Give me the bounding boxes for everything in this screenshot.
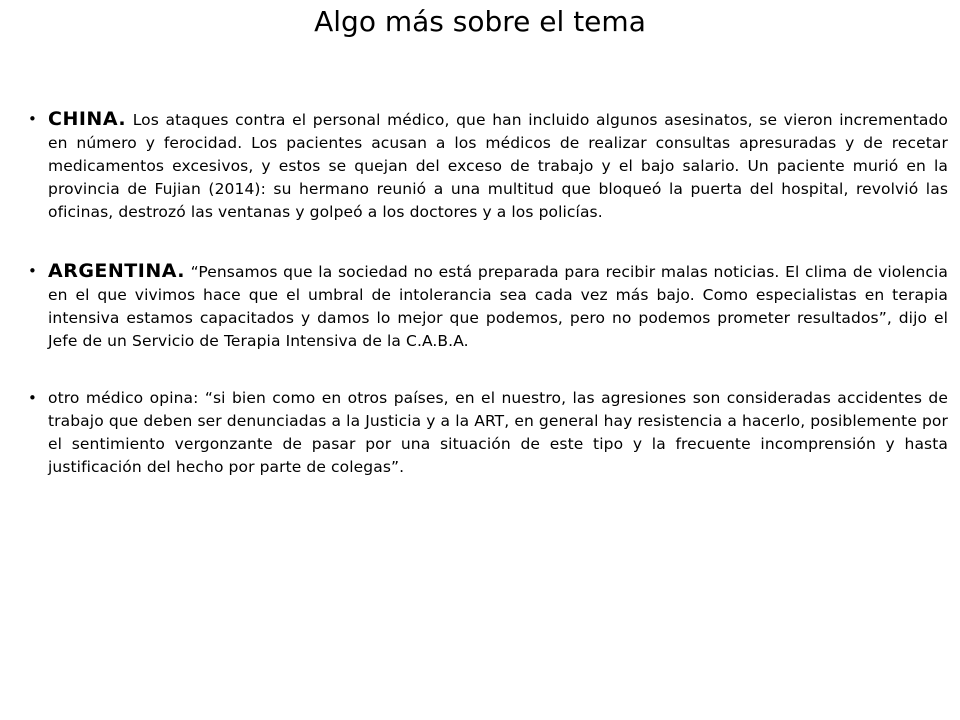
slide-title: Algo más sobre el tema xyxy=(314,5,646,38)
bullet-icon: • xyxy=(28,389,37,407)
bullet-item-argentina xyxy=(28,260,948,353)
bullet-list xyxy=(28,108,948,479)
bullet-text-otro-medico: otro médico opina: “si bien como en otros países, en el nuestro, las agresiones son consideradas accidentes de trabajo que deben ser denunciadas a la Justicia y a la ART, en general hay resistencia a hacerlo, posiblemente por el sentimiento vergonzante de pasar por una situación de este tipo y la frecuente incomprensión y hasta justificación del hecho por parte de colegas”. xyxy=(48,389,948,476)
bullet-icon: • xyxy=(28,262,37,280)
country-label-argentina: ARGENTINA. xyxy=(48,260,186,282)
bullet-item-otro-medico xyxy=(28,387,948,479)
country-label-china: CHINA. xyxy=(48,108,127,130)
bullet-icon: • xyxy=(28,110,37,128)
bullet-text-china: Los ataques contra el personal médico, que han incluido algunos asesinatos, se vieron incrementado en número y ferocidad. Los pacientes acusan a los médicos de realizar consultas apresuradas y de recetar medicamentos excesivos, y estos se quejan del exceso de trabajo y el bajo salario. Un paciente murió en la provincia de Fujian (2014): su hermano reunió a una multitud que bloqueó la puerta del hospital, revolvió las oficinas, destrozó las ventanas y golpeó a los doctores y a los policías. xyxy=(48,111,948,221)
bullet-item-china xyxy=(28,108,948,224)
bullet-text-argentina: “Pensamos que la sociedad no está preparada para recibir malas noticias. El clima de violencia en el que vivimos hace que el umbral de intolerancia sea cada vez más bajo. Como especialistas en terapia intensiva estamos capacitados y damos lo mejor que podemos, pero no podemos prometer resultados”, dijo el Jefe de un Servicio de Terapia Intensiva de la C.A.B.A. xyxy=(48,263,948,350)
